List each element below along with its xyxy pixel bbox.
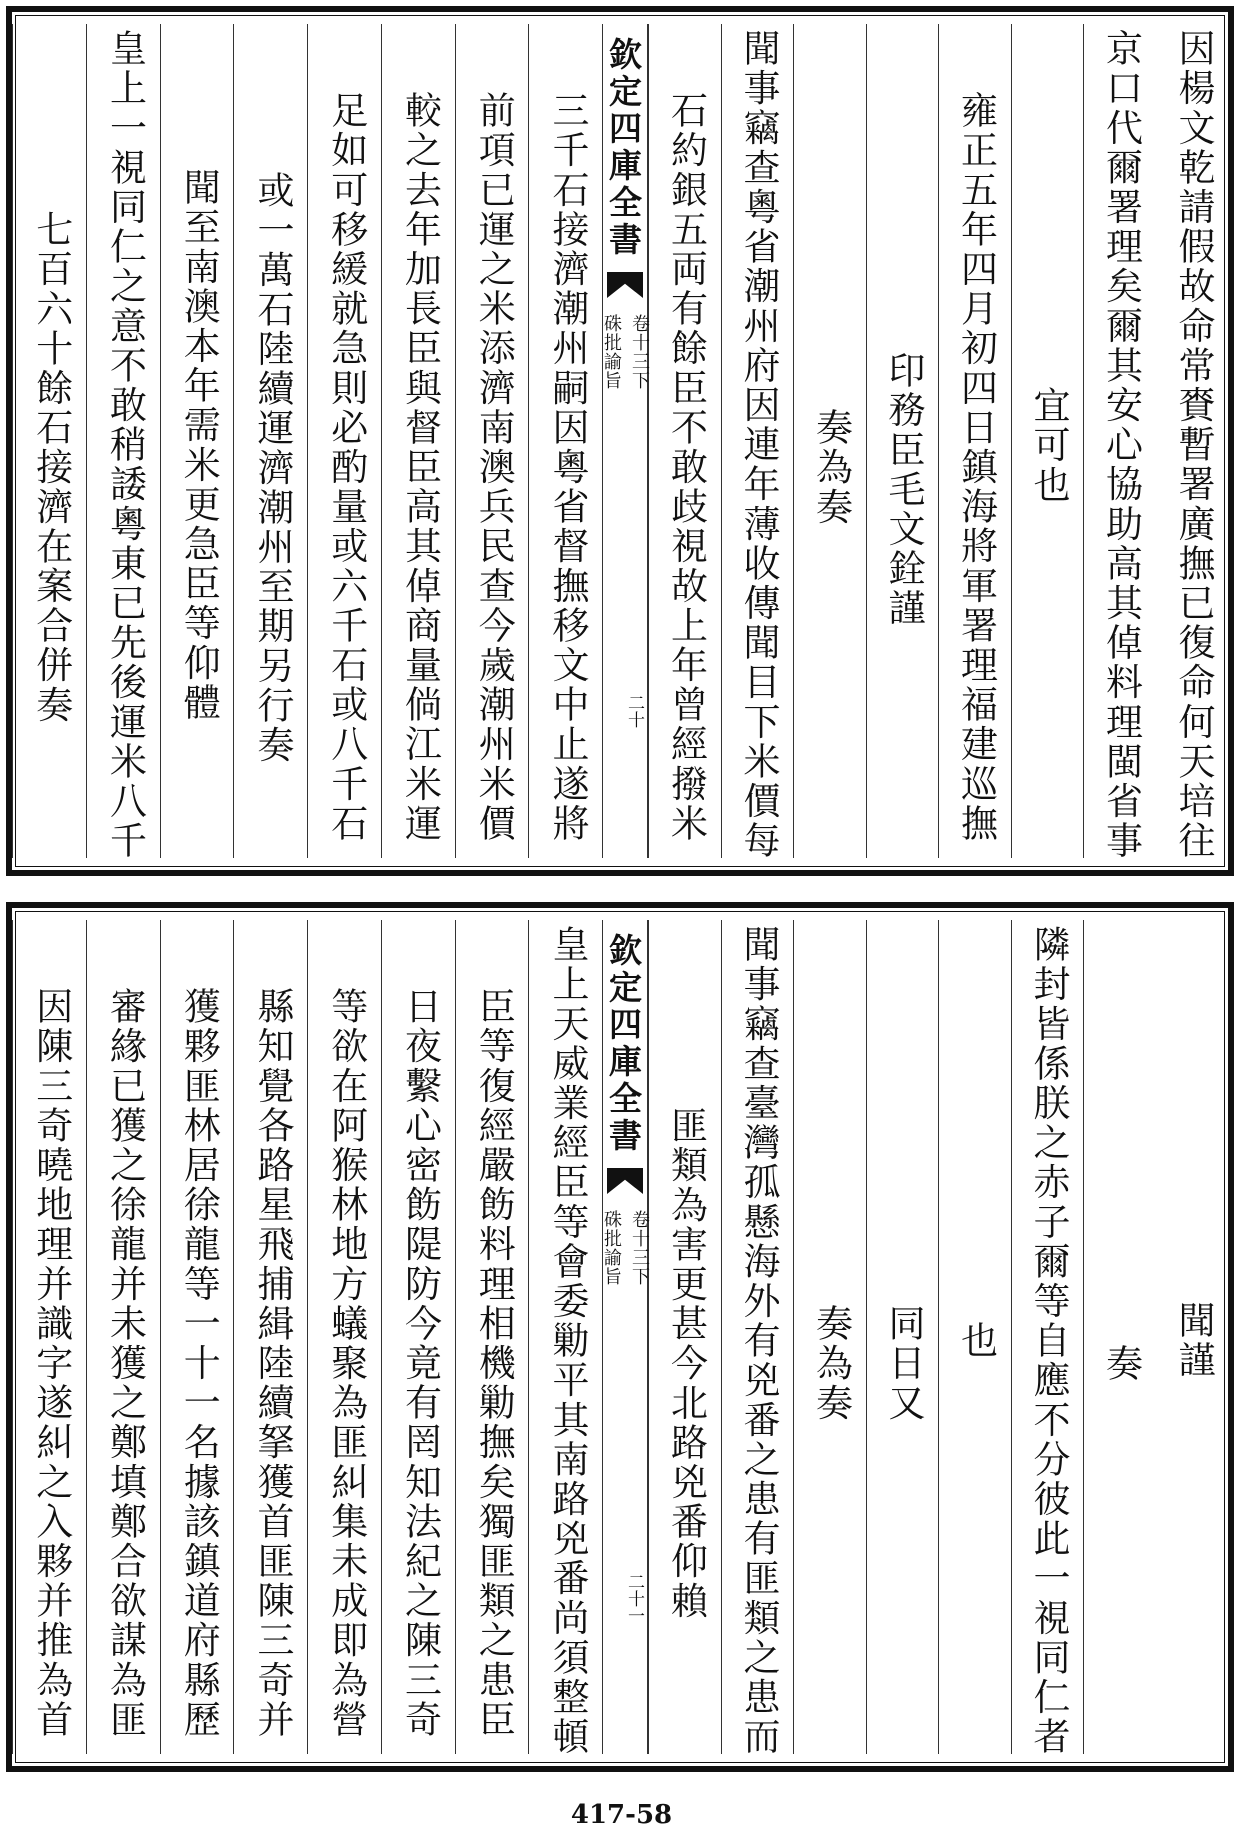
text-column [233,24,307,858]
column-text: 臣等復經嚴飭料理相機勦撫矣獨匪類之患臣 [472,987,516,1740]
column-text: 奏為奏 [809,408,853,527]
column-text: 或一萬石陸續運濟潮州至期另行奏 [251,170,294,765]
text-column [381,24,455,858]
column-text: 七百六十餘石接濟在案合併奏 [29,210,73,725]
text-column [307,920,381,1754]
column-text: 宜可也 [1027,385,1070,505]
text-column [233,920,307,1754]
column-text: 同日又 [882,1304,925,1423]
text-column [160,24,234,858]
column-text: 匪類為害更甚今北路兇番仰賴 [664,1106,708,1621]
text-column [793,920,866,1754]
column-text: 也 [954,1321,998,1361]
column-text: 審緣已獲之徐龍并未獲之鄭填鄭合欲謀為匪 [103,987,147,1740]
volume-label [601,314,650,534]
text-column [528,24,602,858]
column-text: 足如可移緩就急則必酌量或六千石或八千石 [324,91,368,844]
column-text: 皇上天威業經臣等會委勦平其南路兇番尚須整頓 [546,925,589,1757]
volume-number: 卷十三下 [629,314,650,390]
column-text: 聞事竊查臺灣孤懸海外有兇番之患有匪類之患而 [737,925,780,1757]
text-column [455,24,529,858]
text-column [12,920,86,1754]
text-column [1156,24,1229,861]
column-text: 奏 [1099,1343,1143,1384]
text-column [1011,24,1084,858]
text-column [160,920,234,1754]
text-column [1083,920,1156,1754]
book-title: 欽定四庫全書 [604,37,643,259]
page-number: 417-58 [570,1800,673,1830]
column-text: 石約銀五両有餘臣不敢歧視故上年曾經撥米 [664,91,708,844]
text-column [528,920,602,1757]
fishtail-mark [607,272,643,298]
column-text: 雍正五年四月初四日鎮海將軍署理福建巡撫 [954,91,998,844]
column-text: 聞謹 [1172,1301,1215,1381]
column-text: 聞事竊查粵省潮州府因連年薄收傳聞目下米價每 [737,29,780,861]
column-text: 隣封皆係朕之赤子爾等自應不分彼此一視同仁者 [1027,925,1070,1757]
text-column [648,24,721,858]
center-band [602,920,648,1754]
fishtail-mark [607,1168,643,1194]
text-column [793,24,866,858]
column-text: 皇上一視同仁之意不敢稍諉粵東已先後運米八千 [103,29,147,861]
column-text: 等欲在阿猴林地方蟻聚為匪糾集未成即為營 [324,987,368,1740]
text-column [938,24,1011,858]
column-text: 較之去年加長臣與督臣高其倬商量倘江米運 [398,91,442,844]
text-column [12,24,86,858]
column-text: 因陳三奇曉地理并識字遂糾之入夥并推為首 [29,987,73,1740]
center-band [602,24,648,858]
text-column [721,24,794,861]
text-column [86,920,160,1754]
column-text: 前項已運之米添濟南澳兵民查今歲潮州米價 [472,91,516,844]
volume-number: 卷十三下 [629,1210,650,1286]
volume-name: 硃批諭旨 [601,1210,622,1286]
column-text: 京口代爾署理矣爾其安心協助高其倬料理閩省事 [1099,29,1143,861]
column-text: 縣知覺各路星飛捕緝陸續拏獲首匪陳三奇并 [251,987,294,1740]
text-column [86,24,160,861]
column-text: 三千石接濟潮州嗣因粵省督撫移文中止遂將 [546,91,589,844]
volume-name: 硃批諭旨 [601,314,622,390]
folio-number: 二十一 [624,1573,644,1624]
book-title: 欽定四庫全書 [604,933,643,1155]
column-text: 聞至南澳本年需米更急臣等仰體 [177,167,221,723]
column-text: 因楊文乾請假故命常賚暫署廣撫已復命何天培往 [1172,29,1215,861]
column-text: 獲夥匪林居徐龍等一十一名據該鎮道府縣歷 [177,987,221,1740]
text-column [721,920,794,1757]
text-column [307,24,381,858]
text-column [1083,24,1156,861]
text-column [648,920,721,1754]
text-column [1156,920,1229,1754]
column-text: 印務臣毛文銓謹 [882,351,925,629]
text-column [866,24,939,858]
bottom-page-frame [6,902,1234,1772]
text-column [938,920,1011,1754]
text-column [1011,920,1084,1757]
column-text: 日夜繫心密飭隄防今竟有罔知法紀之陳三奇 [398,987,442,1740]
top-page-frame [6,6,1234,876]
text-column [866,920,939,1754]
folio-number: 二十 [624,694,644,728]
volume-label [601,1210,650,1430]
text-column [381,920,455,1754]
text-column [455,920,529,1754]
column-text: 奏為奏 [809,1304,853,1423]
